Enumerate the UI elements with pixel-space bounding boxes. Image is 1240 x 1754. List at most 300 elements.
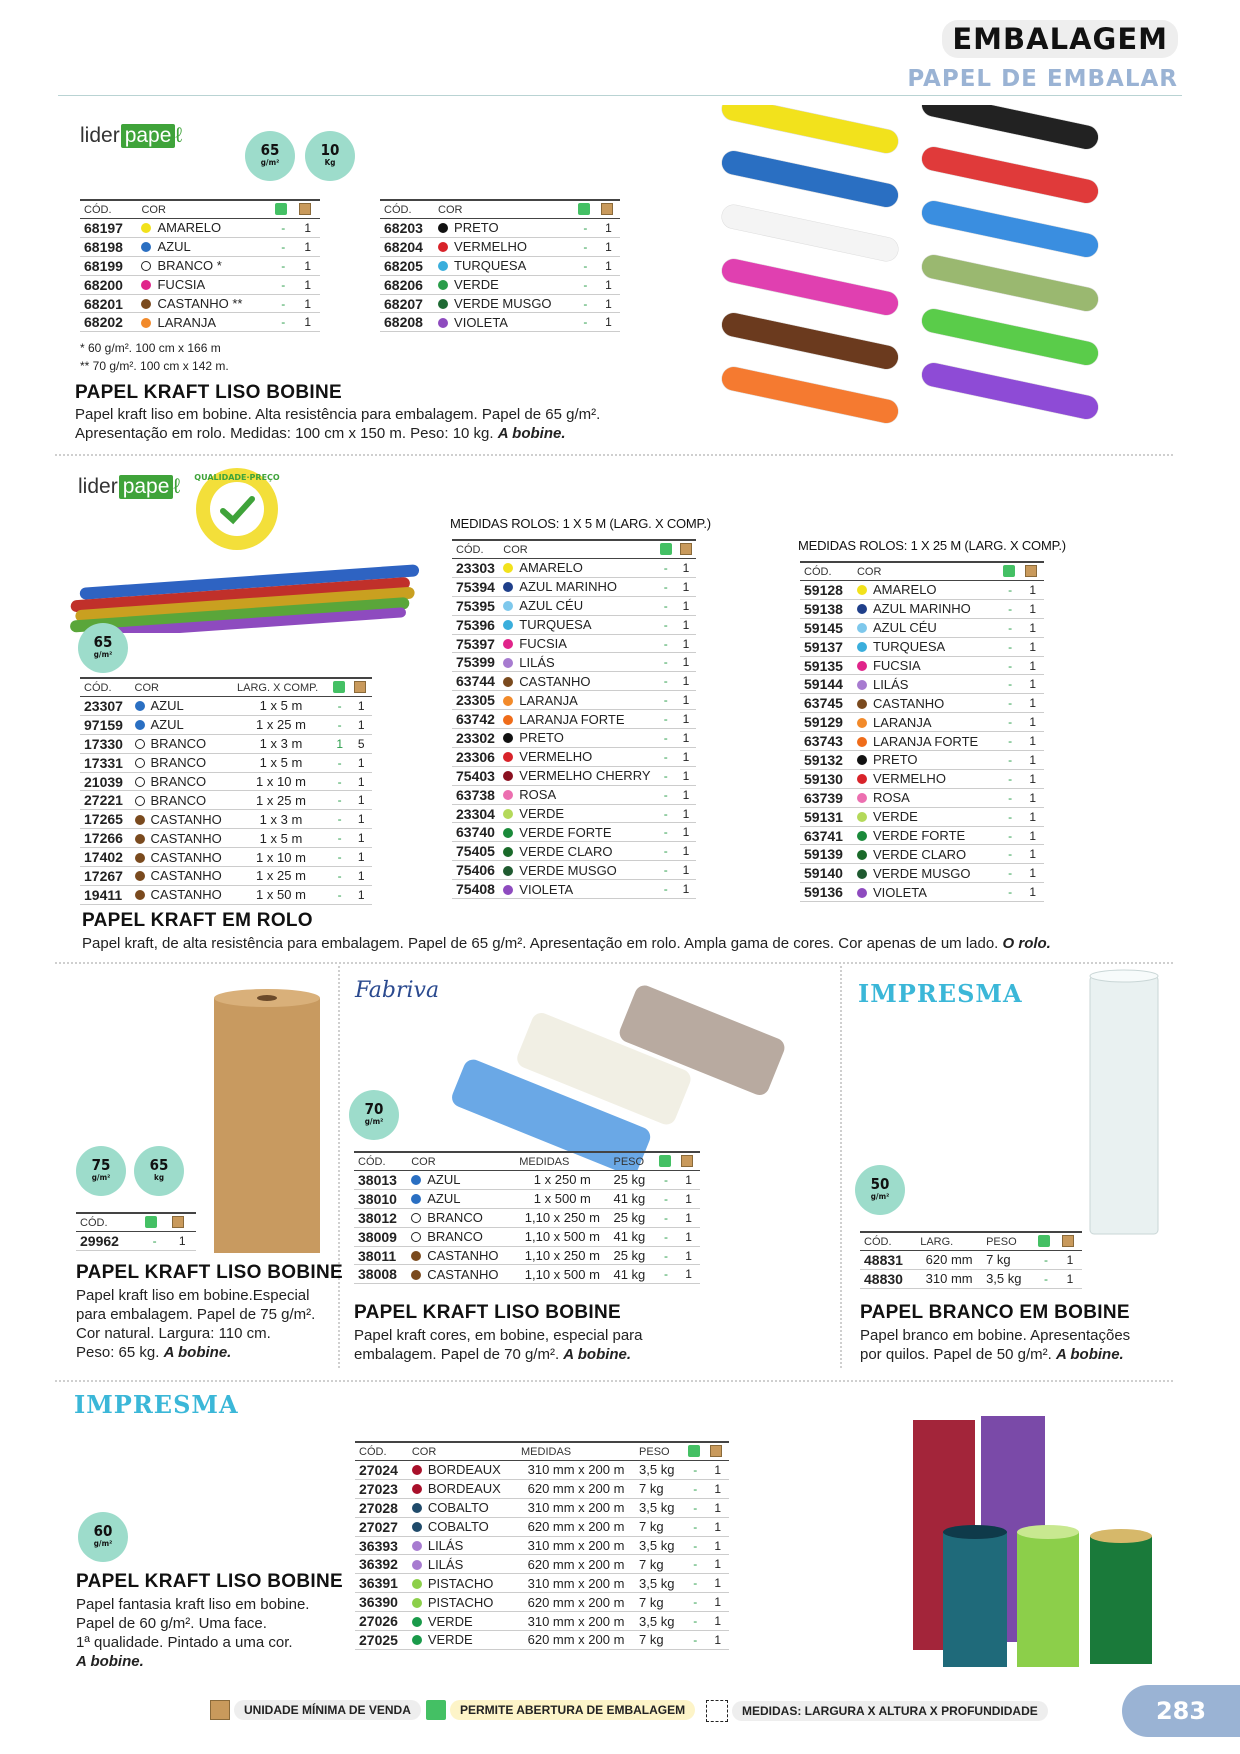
cell-unit: 1: [350, 810, 372, 829]
product-title: PAPEL KRAFT LISO BOBINE: [354, 1302, 621, 1323]
cell-color: BRANCO: [131, 772, 234, 791]
cell-unit: 1: [706, 1536, 729, 1555]
paper-rolls-image: [710, 105, 1110, 450]
color-swatch-icon: [135, 796, 145, 806]
cell-code: 36391: [355, 1574, 408, 1593]
column-header-open: [574, 200, 597, 219]
cell-unit: 1: [350, 753, 372, 772]
cell-code: 48831: [860, 1251, 916, 1270]
cell-w: 7 kg: [635, 1593, 684, 1612]
cell-open: -: [329, 867, 351, 886]
cell-code: 23302: [452, 729, 499, 748]
product-title: PAPEL KRAFT LISO BOBINE: [76, 1262, 343, 1283]
color-swatch-icon: [503, 752, 513, 762]
cell-unit: 1: [350, 885, 372, 904]
box-icon: [354, 681, 366, 693]
color-swatch-icon: [438, 242, 448, 252]
header-divider: [58, 95, 1182, 96]
cell-open: -: [329, 885, 351, 904]
color-swatch-icon: [438, 299, 448, 309]
cell-unit: 1: [1021, 656, 1044, 675]
cell-open: -: [656, 559, 676, 578]
paper-roll-right-5: [919, 361, 1100, 422]
cell-w: 25 kg: [609, 1208, 654, 1227]
cell-code: 68200: [80, 275, 137, 294]
color-swatch-icon: [135, 720, 145, 730]
cell-open: -: [999, 826, 1022, 845]
cell-open: -: [329, 791, 351, 810]
color-swatch-icon: [857, 661, 867, 671]
cell-open: -: [684, 1517, 707, 1536]
cell-open: -: [684, 1536, 707, 1555]
cell-open: -: [999, 656, 1022, 675]
color-swatch-icon: [857, 718, 867, 728]
cell-unit: 1: [1021, 713, 1044, 732]
fantasy-rolls-image: [905, 1412, 1160, 1672]
cell-size: 620 mm x 200 m: [517, 1631, 635, 1650]
product-description: Papel kraft, de alta resistência para embalagem. Papel de 65 g/m². Apresentação em rolo. Ampla gama de cores. Cor apenas de um lado. O rolo.: [82, 935, 1051, 952]
cell-code: 68198: [80, 237, 137, 256]
cell-open: -: [684, 1612, 707, 1631]
cell-code: 27023: [355, 1479, 408, 1498]
color-swatch-icon: [412, 1635, 422, 1645]
cell-unit: 1: [676, 842, 696, 861]
section-subtitle: PAPEL DE EMBALAR: [907, 66, 1178, 92]
cell-unit: 1: [676, 634, 696, 653]
cell-unit: 1: [597, 256, 620, 275]
color-swatch-icon: [412, 1522, 422, 1532]
product-table-s2-mid: [452, 539, 696, 899]
cell-color: LILÁS: [408, 1536, 517, 1555]
color-swatch-icon: [412, 1484, 422, 1494]
color-swatch-icon: [503, 733, 513, 743]
table-row: [800, 694, 1044, 713]
cell-color: CASTANHO: [853, 694, 999, 713]
cell-unit: 1: [1021, 599, 1044, 618]
color-swatch-icon: [857, 774, 867, 784]
cell-open: -: [141, 1232, 169, 1251]
cell-w: 7 kg: [635, 1555, 684, 1574]
cell-open: -: [656, 747, 676, 766]
color-swatch-icon: [412, 1598, 422, 1608]
cell-code: 63744: [452, 672, 499, 691]
table-row: [380, 313, 620, 332]
cell-open: -: [999, 864, 1022, 883]
cell-size: 1,10 x 250 m: [515, 1246, 609, 1265]
cell-open: -: [684, 1593, 707, 1612]
cell-color: VERDE FORTE: [499, 823, 655, 842]
table-row: [800, 713, 1044, 732]
cell-code: 59128: [800, 581, 853, 600]
color-swatch-icon: [412, 1579, 422, 1589]
cell-unit: 1: [350, 772, 372, 791]
cell-color: LILÁS: [408, 1555, 517, 1574]
white-roll-image: [1088, 968, 1160, 1238]
column-header: PESO: [609, 1152, 654, 1171]
cell-unit: 1: [350, 848, 372, 867]
cell-w: 3,5 kg: [635, 1612, 684, 1631]
cell-code: 59137: [800, 637, 853, 656]
cell-code: 59131: [800, 807, 853, 826]
cell-code: 68207: [380, 294, 434, 313]
cell-w: 3,5 kg: [635, 1574, 684, 1593]
cell-unit: 1: [1021, 618, 1044, 637]
open-package-icon: [659, 1155, 671, 1167]
product-description: Papel kraft liso em bobine. Alta resistência para embalagem. Papel de 65 g/m². Apresentação em rolo. Medidas: 100 cm x 150 m. Peso: 10 kg. A bobine.: [75, 406, 601, 442]
cell-code: 63742: [452, 710, 499, 729]
cell-open: -: [271, 313, 295, 332]
color-swatch-icon: [141, 280, 151, 290]
cell-unit: 1: [677, 1208, 700, 1227]
cell-code: 75403: [452, 766, 499, 785]
cell-color: VERMELHO: [434, 237, 574, 256]
column-header: COR: [853, 562, 999, 581]
color-swatch-icon: [411, 1251, 421, 1261]
cell-w: 7 kg: [635, 1517, 684, 1536]
table-row: [355, 1479, 729, 1498]
box-icon: [299, 203, 311, 215]
cell-unit: 1: [706, 1593, 729, 1612]
color-swatch-icon: [503, 866, 513, 876]
cell-color: FUCSIA: [499, 634, 655, 653]
cell-unit: 1: [706, 1555, 729, 1574]
legend-unit: UNIDADE MÍNIMA DE VENDA: [210, 1700, 421, 1720]
color-swatch-icon: [411, 1194, 421, 1204]
cell-color: FUCSIA: [137, 275, 271, 294]
cell-color: VERDE MUSGO: [853, 864, 999, 883]
cell-open: -: [656, 823, 676, 842]
color-swatch-icon: [503, 582, 513, 592]
box-icon: [210, 1700, 230, 1720]
table-row: [80, 294, 320, 313]
cell-unit: 1: [350, 791, 372, 810]
table-row: [452, 672, 696, 691]
product-table-s1-a: [80, 199, 320, 332]
cell-open: -: [999, 845, 1022, 864]
box-icon: [1062, 1235, 1074, 1247]
table-row: [800, 845, 1044, 864]
color-swatch-icon: [141, 261, 151, 271]
cell-code: 23306: [452, 747, 499, 766]
cell-color: LILÁS: [853, 675, 999, 694]
cell-open: -: [655, 1171, 678, 1190]
column-header: CÓD.: [355, 1442, 408, 1461]
cell-open: 1: [329, 734, 351, 753]
cell-color: AMARELO: [853, 581, 999, 600]
column-header: LARG.: [916, 1232, 982, 1251]
cell-size: 1 x 25 m: [233, 867, 329, 886]
column-header-open: [1034, 1232, 1058, 1251]
cell-unit: 1: [676, 596, 696, 615]
color-swatch-icon: [503, 809, 513, 819]
cell-color: COBALTO: [408, 1498, 517, 1517]
cell-code: 17267: [80, 867, 131, 886]
cell-unit: 1: [676, 823, 696, 842]
cell-size: 310 mm: [916, 1269, 982, 1288]
open-package-icon: [426, 1700, 446, 1720]
legend-measures: MEDIDAS: LARGURA X ALTURA X PROFUNDIDADE: [706, 1700, 1048, 1722]
cell-code: 17266: [80, 829, 131, 848]
color-swatch-icon: [135, 853, 145, 863]
color-swatch-icon: [857, 604, 867, 614]
cell-open: -: [656, 785, 676, 804]
cell-unit: 1: [676, 615, 696, 634]
cell-code: 68205: [380, 256, 434, 275]
cell-code: 59136: [800, 883, 853, 902]
color-swatch-icon: [412, 1560, 422, 1570]
table-row: [354, 1227, 700, 1246]
table-row: [354, 1246, 700, 1265]
table-row: [80, 772, 372, 791]
cell-code: 59145: [800, 618, 853, 637]
cell-unit: 1: [706, 1517, 729, 1536]
cell-code: 75396: [452, 615, 499, 634]
cell-unit: 1: [676, 672, 696, 691]
cell-open: -: [999, 694, 1022, 713]
cell-unit: 1: [706, 1631, 729, 1650]
weight-badge: 65 g/m²: [78, 623, 128, 673]
cell-w: 25 kg: [609, 1246, 654, 1265]
table-row: [800, 656, 1044, 675]
cell-color: FUCSIA: [853, 656, 999, 675]
product-table-s2-right: [800, 561, 1044, 902]
table-row: [354, 1171, 700, 1190]
color-swatch-icon: [503, 677, 513, 687]
cell-color: AZUL CÉU: [853, 618, 999, 637]
cell-color: LARANJA: [853, 713, 999, 732]
paper-roll-left-4: [719, 311, 900, 372]
weight-badge: 65 g/m²: [245, 131, 295, 181]
cell-code: 17265: [80, 810, 131, 829]
paper-roll-left-3: [719, 257, 900, 318]
column-header-unit: [677, 1152, 700, 1171]
color-swatch-icon: [857, 680, 867, 690]
column-header-unit: [350, 678, 372, 697]
table-row: [452, 596, 696, 615]
cell-code: 68203: [380, 219, 434, 238]
cell-unit: 1: [676, 577, 696, 596]
open-package-icon: [145, 1216, 157, 1228]
cell-size: 1 x 10 m: [233, 848, 329, 867]
cell-unit: 1: [706, 1574, 729, 1593]
table-row: [80, 848, 372, 867]
cell-unit: 1: [597, 313, 620, 332]
cell-color: AZUL CÉU: [499, 596, 655, 615]
table-caption: MEDIDAS ROLOS: 1 X 5 M (LARG. X COMP.): [450, 516, 711, 531]
table-row: [80, 829, 372, 848]
weight-kg-badge: 65 kg: [134, 1146, 184, 1196]
cell-unit: 1: [676, 559, 696, 578]
cell-unit: 1: [295, 313, 320, 332]
cell-size: 1 x 10 m: [233, 772, 329, 791]
table-row: [380, 256, 620, 275]
cell-color: CASTANHO: [131, 848, 234, 867]
cell-size: 1 x 50 m: [233, 885, 329, 904]
color-swatch-icon: [135, 701, 145, 711]
color-swatch-icon: [503, 658, 513, 668]
cell-code: 68208: [380, 313, 434, 332]
cell-color: PRETO: [853, 751, 999, 770]
column-header-unit: [1021, 562, 1044, 581]
cell-unit: 1: [1021, 694, 1044, 713]
color-swatch-icon: [412, 1617, 422, 1627]
column-header: CÓD.: [80, 678, 131, 697]
cell-code: 38008: [354, 1265, 407, 1284]
color-swatch-icon: [135, 739, 145, 749]
table-row: [452, 729, 696, 748]
section-divider: [55, 454, 1173, 456]
product-table-s3a: [76, 1212, 196, 1251]
cell-code: 59135: [800, 656, 853, 675]
cell-open: -: [656, 691, 676, 710]
cell-code: 38012: [354, 1208, 407, 1227]
cell-code: 17402: [80, 848, 131, 867]
column-header: COR: [408, 1442, 517, 1461]
cell-size: 1 x 25 m: [233, 715, 329, 734]
cell-code: 63741: [800, 826, 853, 845]
cell-unit: 1: [295, 294, 320, 313]
color-swatch-icon: [857, 699, 867, 709]
table-row: [800, 732, 1044, 751]
paper-roll-right-1: [919, 145, 1100, 206]
cell-size: 1,10 x 250 m: [515, 1208, 609, 1227]
cell-unit: 1: [676, 785, 696, 804]
column-header: CÓD.: [354, 1152, 407, 1171]
cell-color: BRANCO: [131, 734, 234, 753]
table-row: [355, 1555, 729, 1574]
cell-color: COBALTO: [408, 1517, 517, 1536]
cell-unit: 1: [1021, 864, 1044, 883]
cell-unit: 1: [597, 294, 620, 313]
section-divider: [55, 962, 1173, 964]
cell-open: -: [656, 729, 676, 748]
column-header: CÓD.: [860, 1232, 916, 1251]
column-header-unit: [168, 1213, 196, 1232]
table-row: [354, 1265, 700, 1284]
cell-code: 68199: [80, 256, 137, 275]
cell-w: 3,5 kg: [635, 1536, 684, 1555]
column-header: PESO: [982, 1232, 1034, 1251]
open-package-icon: [275, 203, 287, 215]
cell-code: 38013: [354, 1171, 407, 1190]
column-header: COR: [407, 1152, 515, 1171]
cell-w: 3,5 kg: [982, 1269, 1034, 1288]
liderpapel-logo: lider pape ℓ: [80, 124, 183, 147]
table-row: [80, 219, 320, 238]
cell-w: 41 kg: [609, 1189, 654, 1208]
cell-color: CASTANHO: [131, 810, 234, 829]
cell-color: BORDEAUX: [408, 1479, 517, 1498]
color-swatch-icon: [141, 318, 151, 328]
table-row: [452, 842, 696, 861]
cell-code: 36392: [355, 1555, 408, 1574]
column-header-open: [329, 678, 351, 697]
cell-unit: 1: [350, 867, 372, 886]
cell-code: 38011: [354, 1246, 407, 1265]
cell-unit: 5: [350, 734, 372, 753]
product-title: PAPEL BRANCO EM BOBINE: [860, 1302, 1130, 1323]
cell-code: 23303: [452, 559, 499, 578]
color-swatch-icon: [412, 1503, 422, 1513]
footnote: * 60 g/m². 100 cm x 166 m: [80, 341, 221, 355]
cell-code: 21039: [80, 772, 131, 791]
cell-color: VERDE: [434, 275, 574, 294]
cell-color: AZUL MARINHO: [499, 577, 655, 596]
weight-badge: 75 g/m²: [76, 1146, 126, 1196]
table-row: [380, 237, 620, 256]
cell-unit: 1: [350, 715, 372, 734]
paper-roll-right-3: [919, 253, 1100, 314]
cell-open: -: [271, 256, 295, 275]
table-row: [452, 691, 696, 710]
cell-unit: 1: [597, 275, 620, 294]
cell-color: AZUL: [407, 1171, 515, 1190]
cell-color: VERDE MUSGO: [499, 861, 655, 880]
cell-color: VERDE: [499, 804, 655, 823]
table-row: [452, 785, 696, 804]
cell-unit: 1: [350, 697, 372, 716]
cell-unit: 1: [677, 1246, 700, 1265]
impresma-logo: IMPRESMA: [858, 979, 1023, 1008]
cell-color: ROSA: [853, 788, 999, 807]
color-swatch-icon: [135, 777, 145, 787]
cell-color: VERDE MUSGO: [434, 294, 574, 313]
cell-unit: 1: [168, 1232, 196, 1251]
color-swatch-icon: [857, 642, 867, 652]
cell-code: 36390: [355, 1593, 408, 1612]
cell-color: VIOLETA: [853, 883, 999, 902]
cell-color: BORDEAUX: [408, 1461, 517, 1480]
table-row: [354, 1189, 700, 1208]
cell-code: 75395: [452, 596, 499, 615]
cell-color: AZUL: [131, 715, 234, 734]
cell-unit: 1: [677, 1189, 700, 1208]
column-header-open: [271, 200, 295, 219]
cell-color: CASTANHO: [131, 885, 234, 904]
table-row: [452, 766, 696, 785]
color-swatch-icon: [438, 318, 448, 328]
cell-code: 75406: [452, 861, 499, 880]
cell-code: 97159: [80, 715, 131, 734]
cell-unit: 1: [676, 747, 696, 766]
table-row: [452, 861, 696, 880]
table-row: [800, 675, 1044, 694]
cell-open: -: [574, 294, 597, 313]
cell-unit: 1: [676, 729, 696, 748]
cell-open: -: [271, 237, 295, 256]
cell-code: 29962: [76, 1232, 141, 1251]
table-row: [800, 788, 1044, 807]
cell-color: AZUL: [407, 1189, 515, 1208]
table-row: [800, 599, 1044, 618]
cell-open: -: [656, 842, 676, 861]
column-header-unit: [295, 200, 320, 219]
cell-code: 38009: [354, 1227, 407, 1246]
color-swatch-icon: [503, 715, 513, 725]
column-header: CÓD.: [76, 1213, 141, 1232]
weight-badge: 70 g/m²: [349, 1090, 399, 1140]
cell-size: 310 mm x 200 m: [517, 1498, 635, 1517]
cell-unit: 1: [676, 880, 696, 899]
cell-unit: 1: [677, 1227, 700, 1246]
page-number: 283: [1122, 1685, 1240, 1737]
cell-color: BRANCO *: [137, 256, 271, 275]
cell-open: -: [574, 219, 597, 238]
cell-code: 27027: [355, 1517, 408, 1536]
open-package-icon: [688, 1445, 700, 1457]
impresma-logo: IMPRESMA: [74, 1390, 239, 1419]
cell-size: 1,10 x 500 m: [515, 1265, 609, 1284]
